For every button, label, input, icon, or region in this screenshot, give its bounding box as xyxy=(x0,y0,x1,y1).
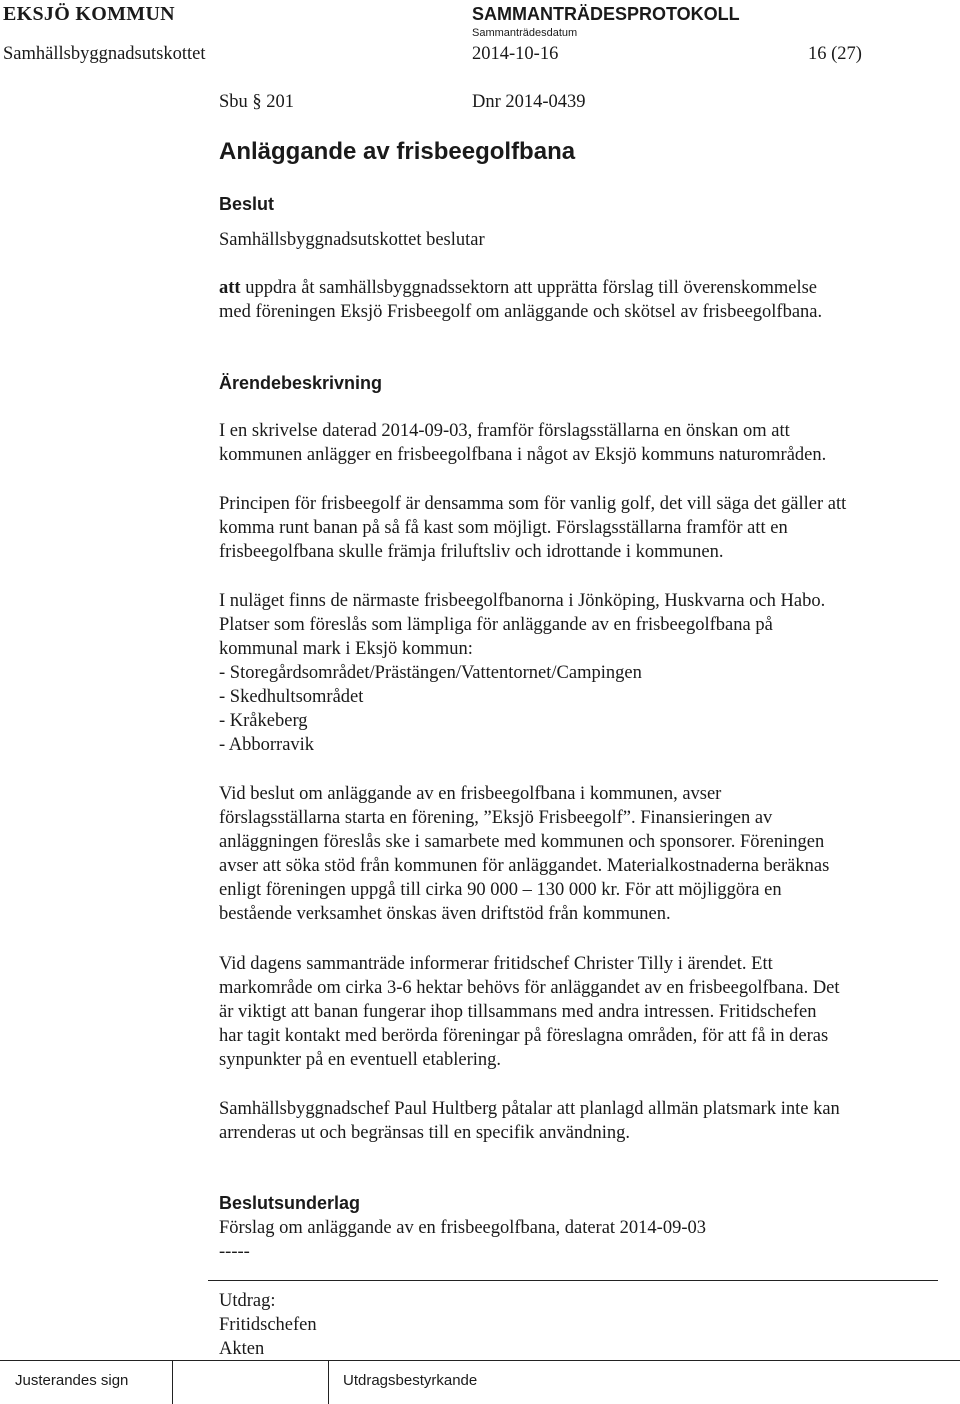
certification-label: Utdragsbestyrkande xyxy=(343,1372,478,1389)
text-line: arrenderas ut och begränsas till en specifik användning. xyxy=(219,1123,630,1143)
text-line: är viktigt att banan fungerar ihop tillsammans med andra intressen. Fritidschefen xyxy=(219,1002,817,1022)
text-line: Principen för frisbeegolf är densamma som för vanlig golf, det vill säga det gäller att xyxy=(219,494,847,514)
description-paragraph-5 xyxy=(219,952,939,1072)
page-number: 16 (27) xyxy=(808,44,862,64)
text-line: anläggningen föreslås ske i samarbete med kommunen och sponsorer. Föreningen xyxy=(219,832,825,852)
location-list-item: - Skedhultsområdet xyxy=(219,687,364,707)
description-paragraph-2 xyxy=(219,492,939,564)
extract-label: Utdrag: xyxy=(219,1291,276,1311)
extract-recipient: Akten xyxy=(219,1339,265,1359)
text-line: Platser som föreslås som lämpliga för anläggande av en frisbeegolfbana på xyxy=(219,615,773,635)
text-line: I en skrivelse daterad 2014-09-03, framför förslagsställarna en önskan om att xyxy=(219,421,790,441)
date-label: Sammanträdesdatum xyxy=(472,27,578,39)
basis-separator: ----- xyxy=(219,1242,250,1262)
text-line: har tagit kontakt med berörda föreningar på föreslagna områden, för att få in deras xyxy=(219,1026,829,1046)
decision-line xyxy=(219,276,939,300)
footer-divider xyxy=(172,1360,173,1404)
description-paragraph-3 xyxy=(219,589,939,757)
case-number: Dnr 2014-0439 xyxy=(472,92,586,112)
location-list-item: - Abborravik xyxy=(219,735,315,755)
att-keyword: att xyxy=(219,278,241,298)
case-title: Anläggande av frisbeegolfbana xyxy=(219,138,576,165)
text-line: I nuläget finns de närmaste frisbeegolfbanorna i Jönköping, Huskvarna och Habo. xyxy=(219,591,826,611)
text-line: Vid beslut om anläggande av en frisbeegolfbana i kommunen, avser xyxy=(219,784,722,804)
meeting-date: 2014-10-16 xyxy=(472,44,559,64)
extract-recipient: Fritidschefen xyxy=(219,1315,317,1335)
org-name: EKSJÖ KOMMUN xyxy=(3,3,175,25)
text-line: enligt föreningen uppgå till cirka 90 000 – 130 000 kr. För att möjliggöra en xyxy=(219,880,782,900)
text-line: markområde om cirka 3-6 hektar behövs för anläggandet av en frisbeegolfbana. Det xyxy=(219,978,840,998)
decision-text xyxy=(219,276,939,324)
basis-item: Förslag om anläggande av en frisbeegolfbana, daterat 2014-09-03 xyxy=(219,1218,706,1238)
signature-label: Justerandes sign xyxy=(15,1372,129,1389)
paragraph-number: Sbu § 201 xyxy=(219,92,295,112)
location-list-item: - Kråkeberg xyxy=(219,711,308,731)
decision-line: med föreningen Eksjö Frisbeegolf om anläggande och skötsel av frisbeegolfbana. xyxy=(219,302,823,322)
text-line: frisbeegolfbana skulle främja friluftsliv och idrottande i kommunen. xyxy=(219,542,724,562)
extract-divider xyxy=(208,1280,938,1281)
footer-top-rule xyxy=(0,1360,960,1361)
text-line: komma runt banan på så få kast som möjligt. Förslagsställarna framför att en xyxy=(219,518,788,538)
description-paragraph-4 xyxy=(219,782,939,926)
footer-divider xyxy=(328,1360,329,1404)
text-line: kommunen anlägger en frisbeegolfbana i något av Eksjö kommuns naturområden. xyxy=(219,445,827,465)
decision-intro: Samhällsbyggnadsutskottet beslutar xyxy=(219,230,485,250)
text-line: synpunkter på en eventuell etablering. xyxy=(219,1050,502,1070)
description-paragraph-6 xyxy=(219,1097,939,1145)
committee-name: Samhällsbyggnadsutskottet xyxy=(3,44,206,64)
text-line: Vid dagens sammanträde informerar fritidschef Christer Tilly i ärendet. Ett xyxy=(219,954,773,974)
text-line: kommunal mark i Eksjö kommun: xyxy=(219,639,473,659)
text-line: bestående verksamhet önskas även driftstöd från kommunen. xyxy=(219,904,671,924)
document-type: SAMMANTRÄDESPROTOKOLL xyxy=(472,4,740,24)
text-line: avser att söka stöd från kommunen för anläggandet. Materialkostnaderna beräknas xyxy=(219,856,830,876)
text-line: Samhällsbyggnadschef Paul Hultberg påtalar att planlagd allmän platsmark inte kan xyxy=(219,1099,840,1119)
decision-heading: Beslut xyxy=(219,194,275,214)
description-paragraph-1 xyxy=(219,419,939,467)
basis-heading: Beslutsunderlag xyxy=(219,1193,361,1213)
description-heading: Ärendebeskrivning xyxy=(219,373,383,393)
location-list-item: - Storegårdsområdet/Prästängen/Vattentornet/Campingen xyxy=(219,663,642,683)
decision-line-text: uppdra åt samhällsbyggnadssektorn att upprätta förslag till överenskommelse xyxy=(240,278,818,298)
extract-block xyxy=(219,1289,939,1361)
text-line: förslagsställarna starta en förening, ”Eksjö Frisbeegolf”. Finansieringen av xyxy=(219,808,773,828)
